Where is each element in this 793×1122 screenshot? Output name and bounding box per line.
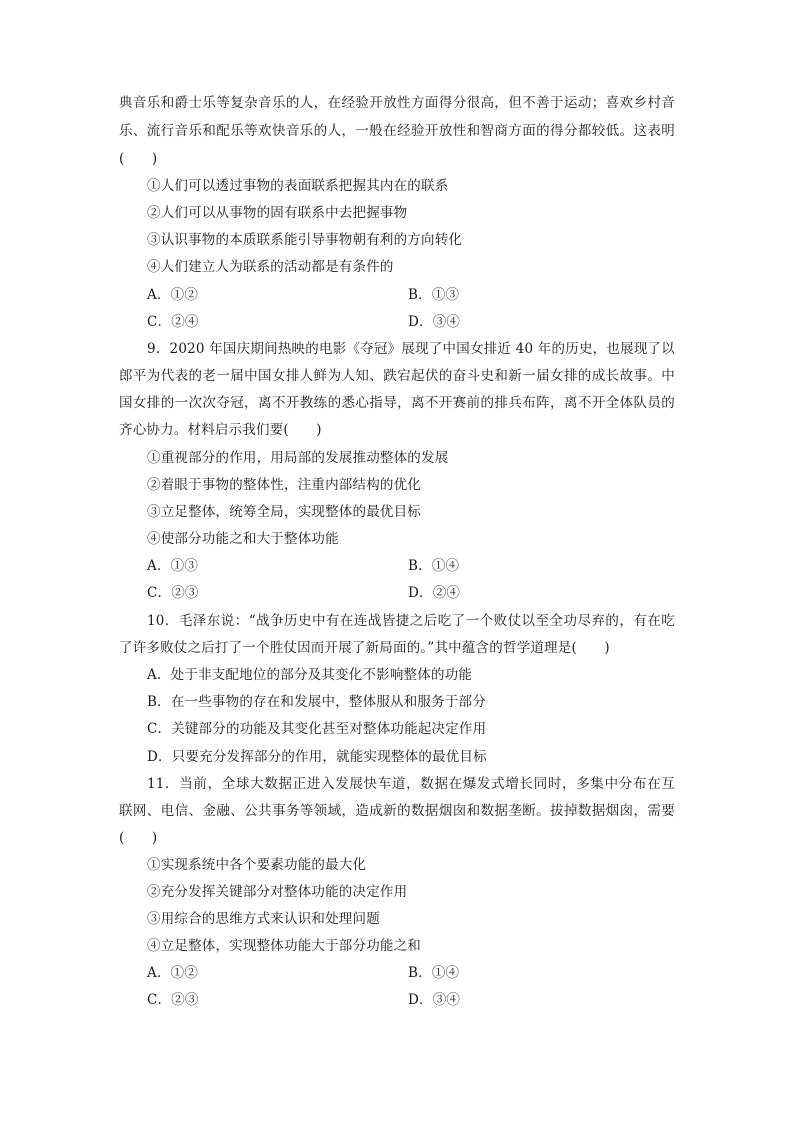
q11-option-c: C．②③ <box>147 992 199 1008</box>
q8-answer-blank: ( ) <box>119 151 158 167</box>
q8-option-d: D．③④ <box>408 314 461 330</box>
q11-stem-line-2: 联网、电信、金融、公共事务等领域，造成新的数据烟囱和数据垄断。拔掉数据烟囱，需要 <box>119 803 675 819</box>
q11-statement-4: ④立足整体，实现整体功能大于部分功能之和 <box>147 938 421 954</box>
q9-option-c: C．②③ <box>147 585 199 601</box>
q11-option-a: A．①② <box>147 965 199 981</box>
q11-option-d: D．③④ <box>408 992 461 1008</box>
q8-statement-3: ③认识事物的本质联系能引导事物朝有利的方向转化 <box>147 232 463 248</box>
q9-statement-2: ②着眼于事物的整体性，注重内部结构的优化 <box>147 477 421 493</box>
q9-option-d: D．②④ <box>408 585 461 601</box>
q9-stem-line-2: 郎平为代表的老一届中国女排人鲜为人知、跌宕起伏的奋斗史和新一届女排的成长故事。中 <box>119 368 675 384</box>
q8-statement-1: ①人们可以透过事物的表面联系把握其内在的联系 <box>147 178 449 194</box>
q10-option-a: A．处于非支配地位的部分及其变化不影响整体的功能 <box>147 667 473 683</box>
q11-statement-1: ①实现系统中各个要素功能的最大化 <box>147 857 367 873</box>
q9-statement-3: ③立足整体，统筹全局，实现整体的最优目标 <box>147 504 421 520</box>
q8-statement-4: ④人们建立人为联系的活动都是有条件的 <box>147 259 394 275</box>
q9-option-b: B．①④ <box>408 558 460 574</box>
q8-stem-line-2: 乐、流行音乐和配乐等欢快音乐的人，一般在经验开放性和智商方面的得分都较低。这表明 <box>119 123 675 139</box>
q11-statement-3: ③用综合的思维方式来认识和处理问题 <box>147 911 380 927</box>
q9-statement-1: ①重视部分的作用，用局部的发展推动整体的发展 <box>147 450 449 466</box>
q8-option-c: C．②④ <box>147 314 199 330</box>
q10-option-d: D．只要充分发挥部分的作用，就能实现整体的最优目标 <box>147 749 487 765</box>
q11-stem-line-1: 11．当前，全球大数据正进入发展快车道，数据在爆发式增长同时，多集中分布在互 <box>147 776 675 792</box>
q9-stem-line-1: 9．2020 年国庆期间热映的电影《夺冠》展现了中国女排近 40 年的历史，也展现了以 <box>147 341 675 357</box>
q11-answer-blank: ( ) <box>119 830 158 846</box>
q10-stem-line-2: 了许多败仗之后打了一个胜仗因而开展了新局面的。”其中蕴含的哲学道理是( ) <box>119 640 610 656</box>
q10-option-b: B．在一些事物的存在和发展中，整体服从和服务于部分 <box>147 694 486 710</box>
q11-option-b: B．①④ <box>408 965 460 981</box>
q9-stem-line-3: 国女排的一次次夺冠，离不开教练的悉心指导，离不开赛前的排兵布阵，离不开全体队员的 <box>119 395 675 411</box>
q8-option-b: B．①③ <box>408 287 460 303</box>
q9-stem-line-4: 齐心协力。材料启示我们要( ) <box>119 422 322 438</box>
q8-statement-2: ②人们可以从事物的固有联系中去把握事物 <box>147 205 408 221</box>
q9-statement-4: ④使部分功能之和大于整体功能 <box>147 531 339 547</box>
q10-stem-line-1: 10．毛泽东说：“战争历史中有在连战皆捷之后吃了一个败仗以至全功尽弃的，有在吃 <box>147 613 675 629</box>
q10-option-c: C．关键部分的功能及其变化甚至对整体功能起决定作用 <box>147 721 487 737</box>
q8-option-a: A．①② <box>147 287 199 303</box>
q11-statement-2: ②充分发挥关键部分对整体功能的决定作用 <box>147 884 408 900</box>
q8-stem-line-1: 典音乐和爵士乐等复杂音乐的人，在经验开放性方面得分很高，但不善于运动；喜欢乡村音 <box>119 95 675 111</box>
q9-option-a: A．①③ <box>147 558 199 574</box>
